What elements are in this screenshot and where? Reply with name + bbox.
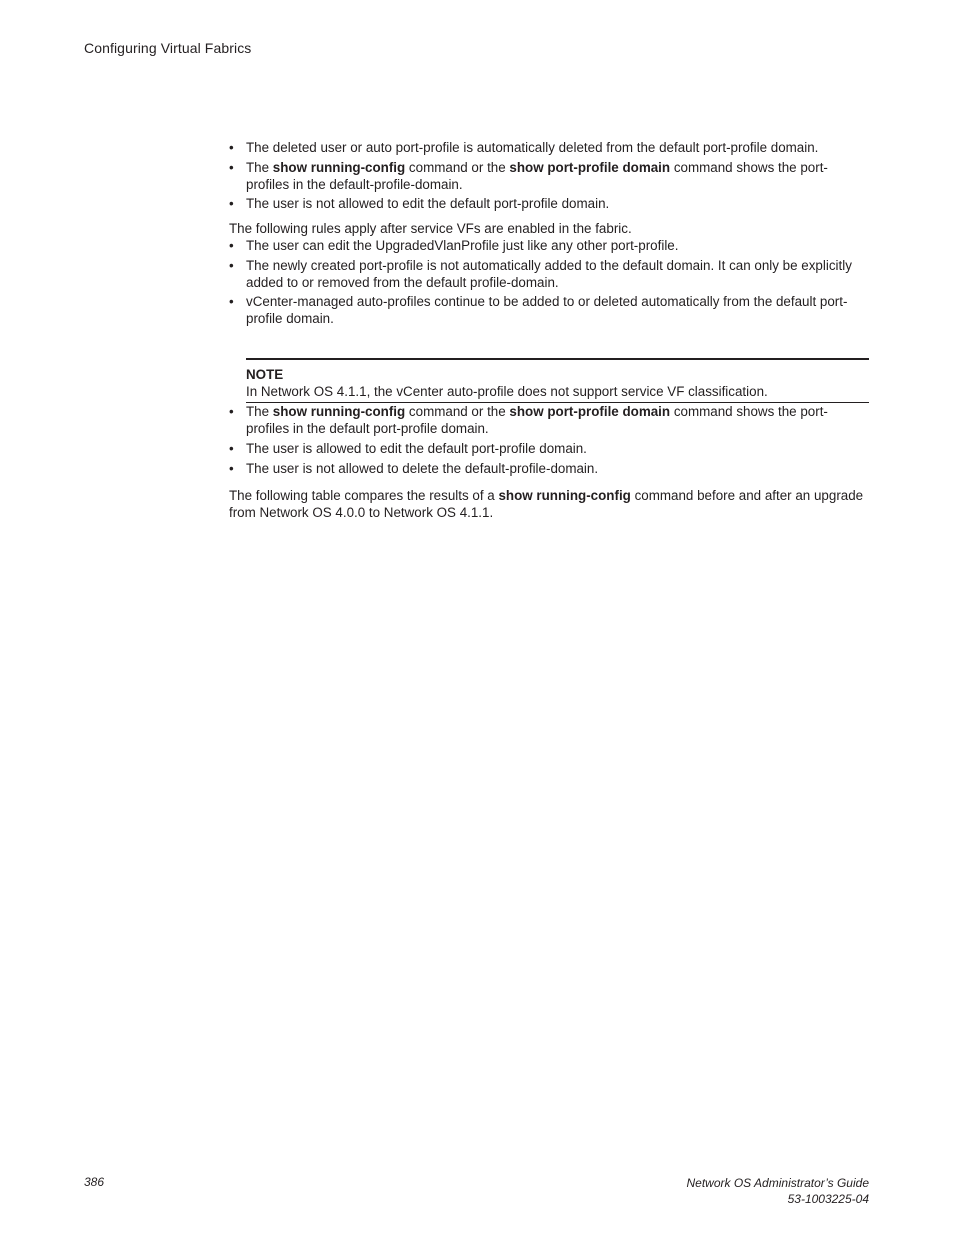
command-name: show running-config: [272, 159, 406, 175]
list-item: [229, 159, 869, 193]
bullet-list-before-vf: [229, 139, 869, 212]
note-box: [246, 358, 869, 403]
text-run: The: [246, 159, 273, 175]
list-item: • The newly created port-profile is not automatically added to the default domain. It can only be explicitly added to or removed from the default profile-domain.: [229, 257, 869, 291]
bullet-list-after-vf: [229, 237, 869, 327]
doc-number: 53-1003225-04: [787, 1192, 869, 1206]
list-item: • The user is not allowed to delete the default-profile-domain.: [229, 460, 869, 477]
closing-paragraph: [229, 487, 869, 521]
text-run: The: [246, 404, 273, 420]
text-run: command shows the port-profiles in the default-profile-domain.: [246, 159, 828, 192]
command-name: show running-config: [272, 404, 406, 420]
page-number: 386: [84, 1175, 105, 1189]
command-name: show port-profile domain: [509, 159, 671, 175]
text-run: command or the: [405, 159, 510, 175]
bullet-list-after-note: [229, 403, 869, 476]
running-header: Configuring Virtual Fabrics: [84, 40, 252, 56]
note-text: In Network OS 4.1.1, the vCenter auto-profile does not support service VF classification.: [246, 384, 768, 400]
text-run: command shows the port-profiles in the default port-profile domain.: [246, 404, 828, 437]
list-item: • The deleted user or auto port-profile is automatically deleted from the default port-profile domain.: [229, 139, 869, 156]
doc-title: Network OS Administrator’s Guide: [686, 1176, 869, 1190]
list-item: • The user can edit the UpgradedVlanProfile just like any other port-profile.: [229, 237, 869, 254]
footer-doc-info: [686, 1175, 869, 1207]
list-item: [229, 403, 869, 437]
command-name: show port-profile domain: [509, 404, 671, 420]
text-run: command or the: [405, 404, 510, 420]
text-run: The following table compares the results of a: [229, 487, 499, 503]
list-item: • The user is allowed to edit the default port-profile domain.: [229, 440, 869, 457]
text-run: command before and after an upgrade from Network OS 4.0.0 to Network OS 4.1.1.: [229, 487, 864, 520]
rules-intro-paragraph: The following rules apply after service VFs are enabled in the fabric.: [229, 221, 632, 237]
list-item: • The user is not allowed to edit the default port-profile domain.: [229, 195, 869, 212]
command-name: show running-config: [498, 487, 631, 503]
list-item: • vCenter-managed auto-profiles continue to be added to or deleted automatically from the default port-profile domain.: [229, 293, 869, 327]
note-title: NOTE: [246, 367, 284, 383]
page-body: [229, 139, 869, 521]
